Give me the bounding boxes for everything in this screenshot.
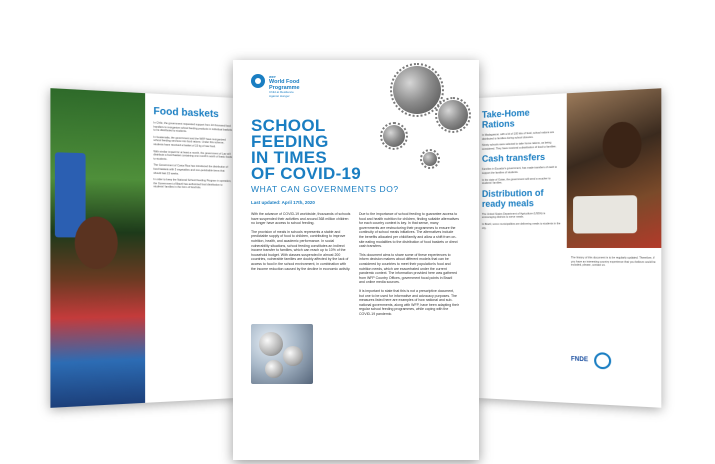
left-paragraph: In order to keep the National School Feeding Program in operation, the Government of Brazil has authorized food distribution to students' families in the form of food kits. <box>153 178 232 190</box>
wfp-name-line: World Food <box>269 79 300 85</box>
right-text-column <box>482 106 561 233</box>
food-bag <box>573 195 637 233</box>
ready-meals-heading: Distribution of ready meals <box>481 187 544 209</box>
title-line: OF COVID-19 <box>251 164 362 183</box>
center-page <box>233 60 479 460</box>
child-photo-left <box>50 88 145 408</box>
page-title <box>251 118 451 182</box>
virus-orb <box>265 360 283 378</box>
title-line: SCHOOL <box>251 116 326 135</box>
right-paragraph: In the state of Goias, the government will send a voucher to students' families. <box>481 176 551 186</box>
wfp-logo <box>251 74 300 98</box>
body-paragraph: The provision of meals in schools represents a stable and predictable supply of food to children, contributing to improve nutrition, health, and academic performance. In social vulnerability situations, school feeding constitutes an indirect income transfer to families, which can reach up to 10% of the household budget. With classes suspended in almost 200 countries, vulnerable families are doubly affected by the lack of access to food in the school environment, in combination with the income reduction caused by the decline in economic activity. <box>251 229 351 271</box>
right-paragraph: In Brazil, some municipalities are delivering meals to students in the city. <box>481 222 561 230</box>
left-page <box>50 88 236 408</box>
left-paragraph: With similar impact for at least a month, the government of Lao will distribute a food basket containing one month's worth of basic foods to students. <box>153 149 233 161</box>
virus-orb <box>283 346 303 366</box>
partner-logo-icon <box>594 352 611 369</box>
body-column-right <box>359 212 459 320</box>
virus-illustration <box>393 66 441 114</box>
left-paragraph: In Chile, the government requested support from 10 thousand food handlers to reorganize school feeding products in individual baskets to be distributed to students. <box>153 121 232 134</box>
child-face <box>75 216 118 269</box>
wfp-sub-line: Child at Resilience <box>269 90 294 94</box>
body-paragraph: Due to the importance of school feeding to guarantee access to food and health nutrition for children, finding suitable alternatives for each country context is key. In that sense, many governments are restructuring their programmes to ensure the continuity of school meals initiatives. The alternatives include the benefits allocated per child/family and allow a shift from on-site eating modalities to the distribution of food baskets or direct cash transfers. <box>359 212 460 249</box>
left-paragraph: In Guatemala, the government and the WFP have reorganized school feeding services into food rations. Under this scheme, students have received a basket of 15 kg of raw food. <box>153 135 226 149</box>
virus-orb <box>259 332 283 356</box>
fnde-logo: FNDE <box>570 356 589 364</box>
right-paragraph: The United States Department of Agriculture (USDA) is encouraging districts to serve meals. <box>481 211 546 220</box>
wfp-emblem-icon <box>251 74 265 88</box>
title-line: FEEDING <box>251 132 329 151</box>
body-column-left <box>251 212 351 275</box>
notes-text: The history of this document is to be regularly updated. Therefore, if you have an interesting country experience that you believe could be included, please, contact us. <box>570 256 656 268</box>
child-photo-right <box>567 88 662 248</box>
page-subtitle: WHAT CAN GOVERNMENTS DO? <box>251 184 399 194</box>
wfp-name-line: Programme <box>269 85 300 91</box>
left-paragraph: The Government of Costa Rica has introduced the distribution of food baskets with 5 vegetables and non-perishable items that should last 15 weeks. <box>153 163 229 176</box>
child-face <box>603 121 642 169</box>
right-paragraph: Ninety schools were selected to take home rations, as being considered. They have received a distribution of food to families. <box>481 141 557 151</box>
body-paragraph: With the advance of COVID-19 worldwide, thousands of schools have suspended their activities and around 368 million children no longer have access to school feeding. <box>251 212 351 226</box>
partner-logos <box>571 351 657 371</box>
right-page <box>478 88 661 407</box>
virus-photo <box>251 324 313 384</box>
last-updated: Last updated: April 17th, 2020 <box>251 200 315 205</box>
right-paragraph: Families in Ecuador's government, has made transfers of cash to support the families of students. <box>481 166 558 175</box>
notes-box <box>571 256 657 271</box>
title-line: IN TIMES <box>251 148 328 167</box>
body-paragraph: It is important to state that this is not a prescriptive document, but one to be used for informative and advocacy purposes. The measures listed here are examples of how national and sub-national governments, along with WFP, have been adapting their regular school feeding programmes, while coping with the COVID-19 pandemic. <box>359 288 459 316</box>
left-text-column <box>153 106 232 194</box>
wfp-sub-line: Against Hunger <box>269 93 290 98</box>
take-home-rations-heading: Take-Home Rations <box>481 107 530 130</box>
cash-transfers-heading: Cash transfers <box>481 152 546 165</box>
body-paragraph: This document aims to share some of these experiences to inform decision makers about different models that can be considered by countries to meet their population's food and nutrition needs, which are exacerbated under the current pandemic context. The information provided here was gathered from WFP Country Offices, government focal points in Brazil and online media sources. <box>359 252 457 285</box>
food-baskets-heading: Food baskets <box>153 105 219 121</box>
wfp-acronym: WFP <box>269 75 276 79</box>
right-paragraph: In Madagascar, with a kit of 100 kits of food, school rations are distributed to families during school closures. <box>481 130 554 141</box>
